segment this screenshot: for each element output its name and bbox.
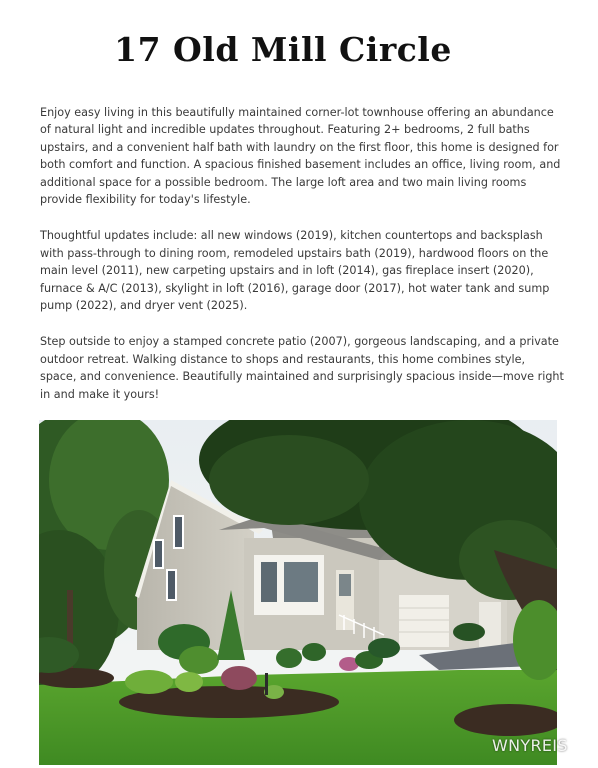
- description-paragraph-1: Enjoy easy living in this beautifully maintained corner-lot townhouse offering an abundance of natural light and incredible updates throughout. Featuring 2+ bedrooms, 2 full baths upstairs, and a convenient half bath with laundry on the first floor, this home is designed for both comfort and function. A spacious finished basement includes an office, living room, and additional space for a possible bedroom. The large loft area and two main living rooms provide flexibility for today's lifestyle.: [40, 106, 561, 207]
- page-title: 17 Old Mill Circle: [114, 30, 452, 69]
- photo-watermark: WNYREIS: [492, 736, 568, 755]
- property-photo: [39, 420, 557, 765]
- description-paragraph-2: Thoughtful updates include: all new windows (2019), kitchen countertops and backsplash with pass-through to dining room, remodeled upstairs bath (2019), hardwood floors on the main level (2011), new carpeting upstairs and in loft (2014), gas fireplace insert (2020), furnace & A/C (2013), skylight in loft (2016), garage door (2017), hot water tank and sump pump (2022), and dryer vent (2025).: [40, 229, 550, 313]
- listing-description: [40, 104, 564, 422]
- description-paragraph-3: Step outside to enjoy a stamped concrete patio (2007), gorgeous landscaping, and a private outdoor retreat. Walking distance to shops and restaurants, this home combines style, space, and convenience. Beautifully maintained and surprisingly spacious inside—move right in and make it yours!: [40, 335, 564, 401]
